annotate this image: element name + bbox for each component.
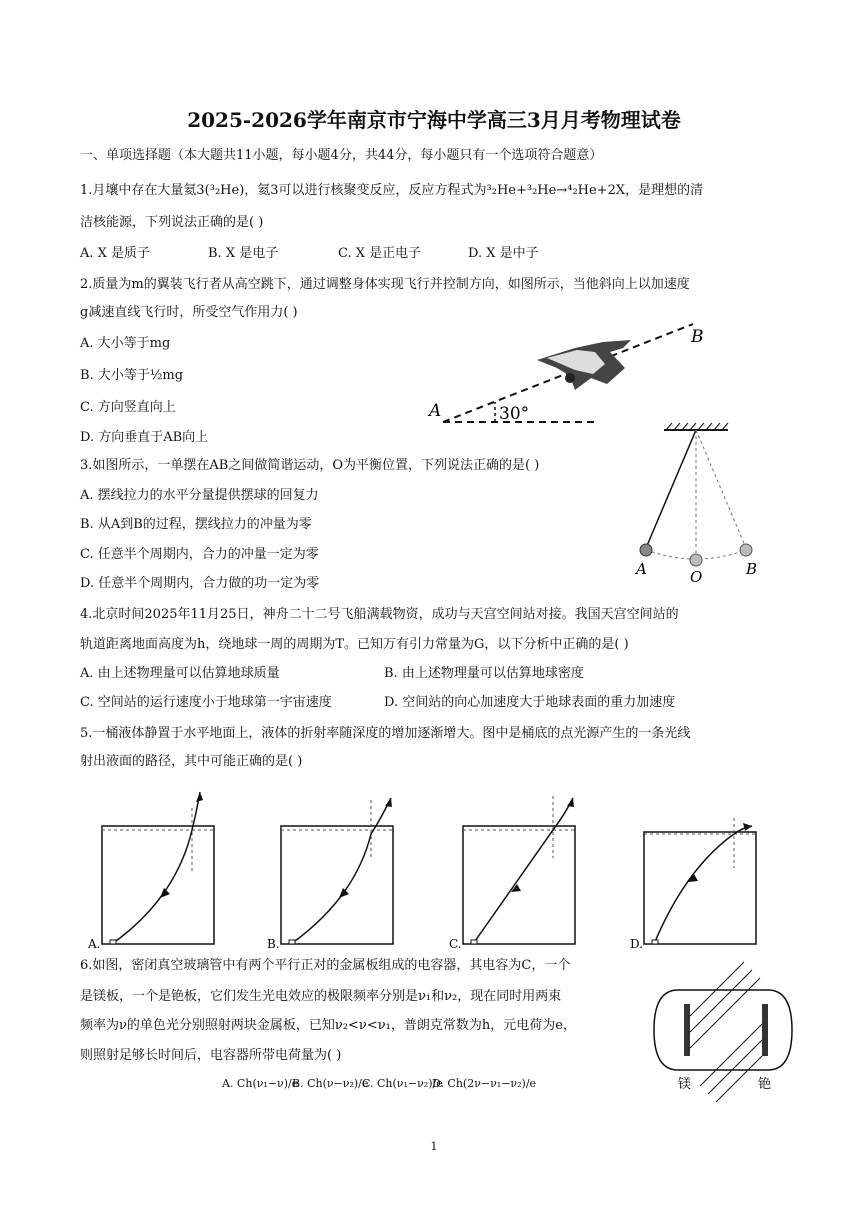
label-b: B [746, 560, 758, 578]
q4-option-a: A. 由上述物理量可以估算地球质量 [80, 666, 280, 681]
q1-option-b: B. X 是电子 [208, 246, 279, 261]
page-title: 2025-2026学年南京市宁海中学高三3月月考物理试卷 [187, 108, 681, 132]
pendulum-figure [628, 420, 768, 585]
q6-option-b: B. Ch(ν−ν₂)/e [292, 1077, 369, 1090]
q1-option-d: D. X 是中子 [468, 246, 539, 261]
q6-stem-line2: 是镁板，一个是铯板，它们发生光电效应的极限频率分别是ν₁和ν₂，现在同时用两束 [80, 989, 562, 1004]
q2-option-a: A. 大小等于mg [80, 336, 171, 351]
q2-stem-line1: 2.质量为m的翼装飞行者从高空跳下，通过调整身体实现飞行并控制方向，如图所示，当他斜向上以加速度 [80, 277, 690, 292]
label: B. [267, 937, 280, 950]
capacitor-tube-figure [648, 960, 798, 1108]
wingsuit-figure [425, 318, 725, 430]
bucket-figure-a [84, 788, 224, 950]
q2-option-c: C. 方向竖直向上 [80, 400, 176, 415]
glass-tube [654, 990, 792, 1070]
q6-stem-line4: 则照射足够长时间后，电容器所带电荷量为( ) [80, 1048, 342, 1063]
label-o: O [690, 568, 703, 585]
q3-option-c: C. 任意半个周期内，合力的冲量一定为零 [80, 547, 319, 562]
q4-stem-line2: 轨道距离地面高度为h，绕地球一周的周期为T。已知万有引力常量为G，以下分析中正确的是( ) [80, 637, 629, 652]
q1-stem-line1: 1.月壤中存在大量氦3(³₂He)，氦3可以进行核聚变反应，反应方程式为³₂He+³₂He→⁴₂He+2X，是理想的清 [80, 183, 704, 198]
label-a: A [636, 560, 647, 578]
section-heading: 一、单项选择题（本大题共11小题，每小题4分，共44分，每小题只有一个选项符合题意） [80, 148, 603, 163]
q3-option-d: D. 任意半个周期内，合力做的功一定为零 [80, 576, 320, 591]
wingsuit-flyer-icon [537, 340, 631, 390]
right-string [696, 430, 746, 548]
q6-stem-line1: 6.如图，密闭真空玻璃管中有两个平行正对的金属板组成的电容器，其电容为C，一个 [80, 958, 571, 973]
q4-option-c: C. 空间站的运行速度小于地球第一宇宙速度 [80, 695, 332, 710]
q4-stem-line1: 4.北京时间2025年11月25日，神舟二十二号飞船满载物资，成功与天宫空间站对接。我国天宫空间站的 [80, 607, 679, 622]
mg-label: 镁 [678, 1077, 692, 1092]
label: A. [88, 937, 101, 950]
q1-option-c: C. X 是正电子 [338, 246, 422, 261]
bucket-figure-c [445, 788, 595, 950]
label-a: A [429, 401, 442, 421]
ceiling-hatch [666, 423, 728, 430]
q3-option-b: B. 从A到B的过程，摆线拉力的冲量为零 [80, 517, 312, 532]
q5-stem-line2: 射出液面的路径，其中可能正确的是( ) [80, 754, 303, 769]
q6-option-c: C. Ch(ν₁−ν₂)/e [362, 1077, 443, 1090]
label-b: B [691, 327, 704, 347]
bob-b [740, 544, 752, 556]
q2-stem-line2: g减速直线飞行时，所受空气作用力( ) [80, 305, 298, 320]
light-beams [690, 962, 762, 1102]
page-number: 1 [430, 1140, 438, 1153]
bucket-figure-b [263, 788, 403, 950]
cs-label: 铯 [758, 1077, 772, 1092]
q6-option-d: D. Ch(2ν−ν₁−ν₂)/e [432, 1077, 537, 1090]
q2-option-d: D. 方向垂直于AB向上 [80, 430, 209, 445]
bob-o [690, 554, 702, 566]
q6-stem-line3: 频率为ν的单色光分别照射两块金属板，已知ν₂<ν<ν₁，普朗克常数为h，元电荷为e， [80, 1018, 576, 1033]
cs-plate [762, 1004, 768, 1056]
bob-a [640, 544, 652, 556]
q3-stem: 3.如图所示，一单摆在AB之间做简谐运动，O为平衡位置，下列说法正确的是( ) [80, 458, 540, 473]
q5-stem-line1: 5.一桶液体静置于水平地面上，液体的折射率随深度的增加逐渐增大。图中是桶底的点光源产生的一条光线 [80, 726, 691, 741]
pendulum-string [646, 430, 696, 548]
label: D. [630, 937, 644, 950]
q3-option-a: A. 摆线拉力的水平分量提供摆球的回复力 [80, 488, 319, 503]
q1-option-a: A. X 是质子 [80, 246, 151, 261]
q4-option-b: B. 由上述物理量可以估算地球密度 [384, 666, 584, 681]
mg-plate [684, 1004, 690, 1056]
q6-option-a: A. Ch(ν₁−ν)/e [222, 1077, 299, 1090]
angle-label: 30° [499, 404, 530, 424]
q2-option-b: B. 大小等于½mg [80, 368, 184, 383]
q4-option-d: D. 空间站的向心加速度大于地球表面的重力加速度 [384, 695, 676, 710]
q1-stem-line2: 洁核能源，下列说法正确的是( ) [80, 215, 264, 230]
bucket-figure-d [626, 788, 776, 950]
label: C. [449, 937, 462, 950]
